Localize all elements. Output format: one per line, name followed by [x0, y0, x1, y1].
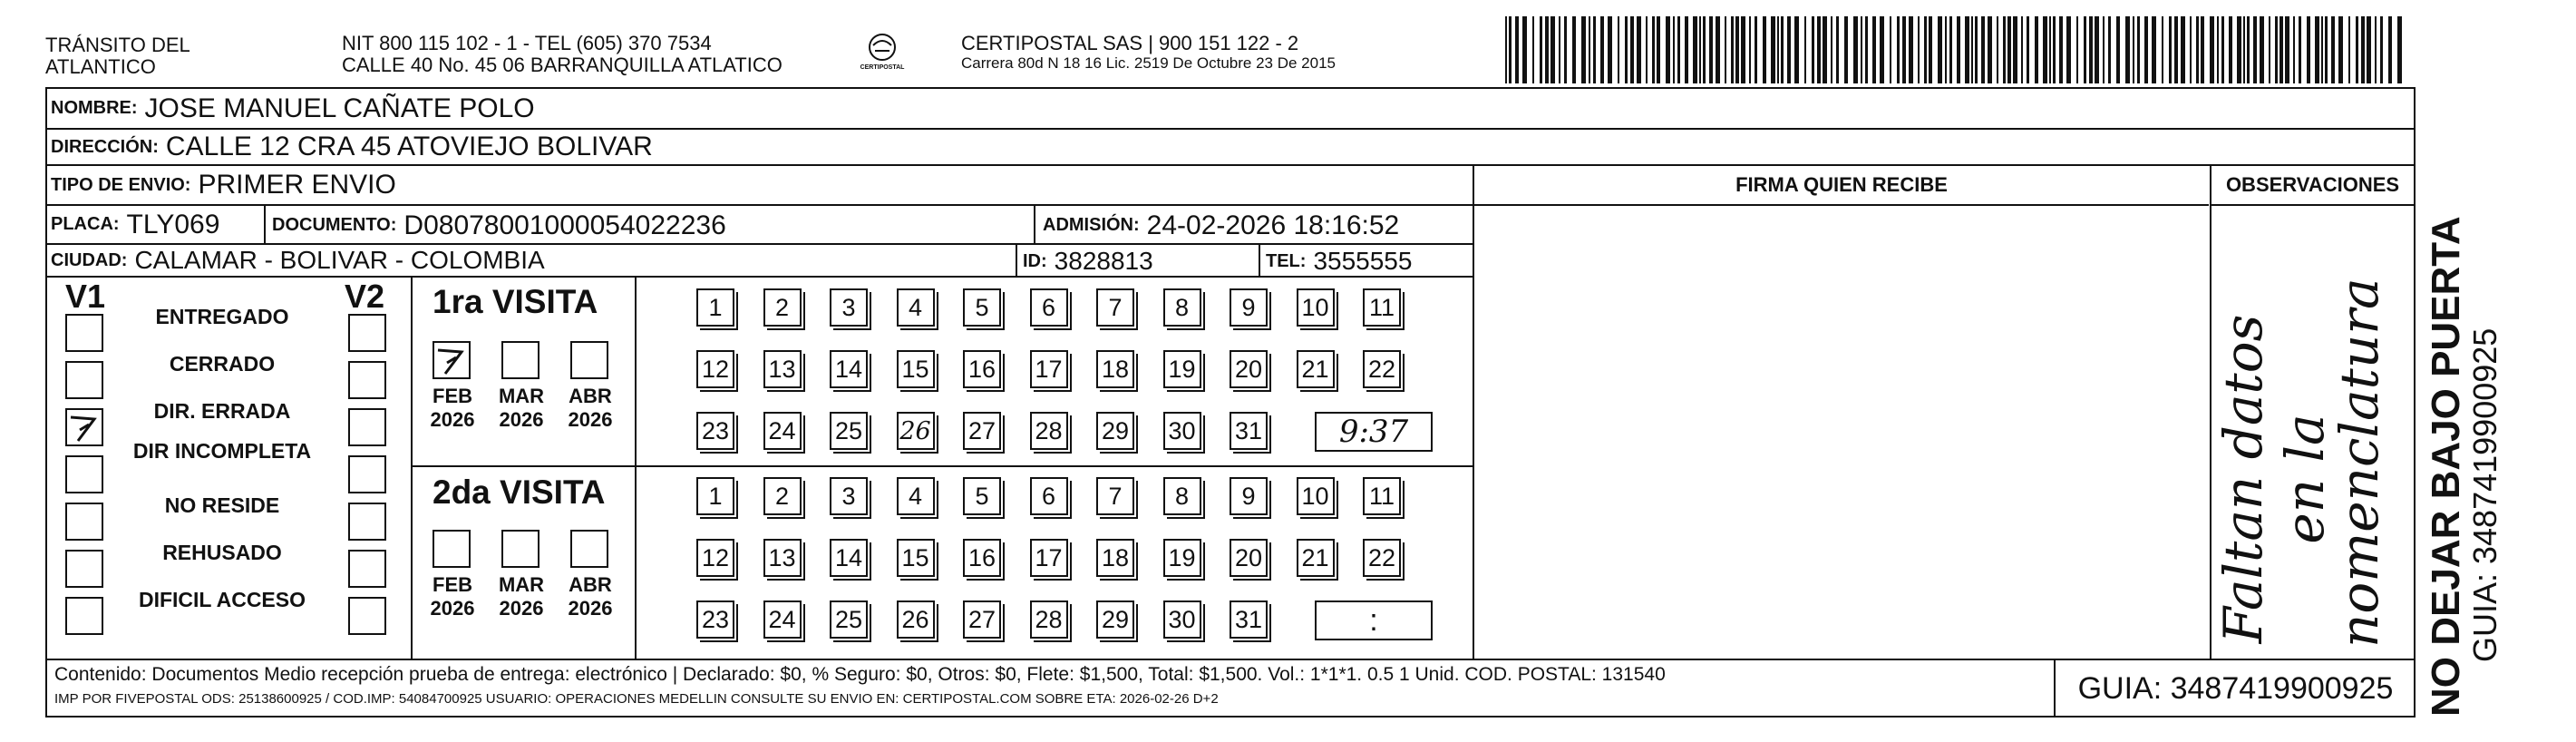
nombre-value: JOSE MANUEL CAÑATE POLO: [144, 93, 535, 123]
obs-divider: [2210, 166, 2211, 659]
month-label: [425, 573, 480, 620]
day-cell[interactable]: 10: [1297, 288, 1335, 327]
visit-divider: [411, 278, 413, 659]
day-cell[interactable]: 24: [763, 600, 802, 639]
v2-label: V2: [345, 278, 385, 315]
v2-checkbox[interactable]: [348, 361, 386, 399]
day-cell[interactable]: 17: [1030, 350, 1068, 388]
tipo-value: PRIMER ENVIO: [198, 170, 396, 200]
day-cell[interactable]: 19: [1163, 350, 1201, 388]
v1-checkbox[interactable]: [65, 503, 103, 541]
observaciones-header: OBSERVACIONES: [2211, 166, 2414, 206]
day-cell[interactable]: 1: [696, 288, 734, 327]
day-cell[interactable]: 26: [897, 600, 935, 639]
direccion-value: CALLE 12 CRA 45 ATOVIEJO BOLIVAR: [165, 132, 653, 161]
month-name: FEB: [433, 385, 472, 407]
imp-text: IMP POR FIVEPOSTAL ODS: 25138600925 / COD.IMP: 54084700925 USUARIO: OPERACIONES MEDELLIN CONSULTE SU ENVIO EN: CERTIPOSTAL.COM SOBRE ETA: 2026-02-26 D+2: [54, 691, 1219, 707]
admision-cell: [1043, 206, 1399, 245]
day-cell[interactable]: 27: [963, 600, 1001, 639]
nombre-row: [47, 89, 2414, 130]
day-cell[interactable]: 14: [830, 539, 868, 577]
courier-logo: [843, 33, 921, 71]
day-cell[interactable]: 8: [1163, 288, 1201, 327]
day-cell[interactable]: 15: [897, 350, 935, 388]
status-label: DIR INCOMPLETA: [132, 439, 312, 463]
day-cell[interactable]: 22: [1363, 539, 1401, 577]
month-checkbox[interactable]: [570, 530, 608, 568]
visit2-title: 2da VISITA: [433, 474, 606, 511]
time-box[interactable]: :: [1315, 600, 1433, 640]
day-cell[interactable]: 7: [1096, 477, 1134, 515]
v2-checkbox[interactable]: [348, 503, 386, 541]
day-cell[interactable]: 12: [696, 350, 734, 388]
side-guia: GUIA: 3487419900925: [2466, 327, 2503, 662]
day-cell[interactable]: 2: [763, 477, 802, 515]
tel-cell: [1266, 245, 1412, 278]
month-name: MAR: [498, 573, 545, 596]
visit-divider: [635, 278, 637, 659]
day-cell[interactable]: 31: [1230, 412, 1268, 450]
org-contact: [342, 33, 783, 76]
status-label: REHUSADO: [162, 541, 282, 564]
courier-name: CERTIPOSTAL SAS | 900 151 122 - 2: [961, 32, 1299, 54]
v1-checkbox[interactable]: [65, 314, 103, 352]
status-label: CERRADO: [169, 352, 276, 376]
status-label: ENTREGADO: [155, 305, 289, 328]
v1-checkbox[interactable]: [65, 597, 103, 635]
month-label: [425, 385, 480, 432]
day-cell[interactable]: 12: [696, 539, 734, 577]
tipo-label: TIPO DE ENVIO:: [51, 174, 191, 195]
day-cell[interactable]: 21: [1297, 539, 1335, 577]
day-cell[interactable]: 6: [1030, 477, 1068, 515]
month-year: 2026: [499, 597, 544, 620]
month-name: ABR: [569, 573, 612, 596]
day-cell[interactable]: 17: [1030, 539, 1068, 577]
month-label: [494, 573, 549, 620]
org-name: [45, 34, 190, 78]
direccion-label: DIRECCIÓN:: [51, 136, 159, 157]
status-label: DIR. ERRADA: [153, 399, 291, 423]
day-cell[interactable]: 5: [963, 477, 1001, 515]
v2-checkbox[interactable]: [348, 550, 386, 588]
divider: [1016, 245, 1017, 278]
day-cell[interactable]: 20: [1230, 539, 1268, 577]
tipo-row: [47, 166, 1473, 206]
visit1-title: 1ra VISITA: [433, 283, 598, 320]
nit-text: NIT 800 115 102 - 1 - TEL (605) 370 7534: [342, 32, 712, 54]
day-cell[interactable]: 31: [1230, 600, 1268, 639]
contenido-text: Contenido: Documentos Medio recepción prueba de entrega: electrónico | Declarado: $0, % Seguro: $0, Otros: $0, Flete: $1,500, Total: $1,500. Vol.: 1*1*1. 0.5 1 Unid. COD. POSTAL: 131540: [54, 664, 1666, 685]
side-text: [2425, 216, 2503, 717]
address-text: CALLE 40 No. 45 06 BARRANQUILLA ATLATICO: [342, 54, 783, 76]
month-label: [494, 385, 549, 432]
id-cell: [1023, 245, 1153, 278]
footer-guia: GUIA: 3487419900925: [2077, 670, 2394, 706]
v2-checkbox[interactable]: [348, 455, 386, 493]
day-cell[interactable]: 14: [830, 350, 868, 388]
v1-checkbox[interactable]: [65, 408, 103, 446]
firma-divider: [1473, 166, 1474, 659]
day-cell[interactable]: 13: [763, 350, 802, 388]
day-cell[interactable]: 4: [897, 477, 935, 515]
ciudad-label: CIUDAD:: [51, 249, 128, 270]
day-cell[interactable]: 7: [1096, 288, 1134, 327]
day-cell[interactable]: 18: [1096, 539, 1134, 577]
documento-cell: [272, 206, 726, 245]
month-label: [563, 385, 617, 432]
courier-info: [961, 33, 1336, 73]
day-cell[interactable]: 8: [1163, 477, 1201, 515]
admision-label: ADMISIÓN:: [1043, 215, 1140, 235]
courier-logo-text: CERTIPOSTAL: [860, 64, 905, 71]
month-checkbox[interactable]: [501, 341, 540, 379]
month-year: 2026: [568, 408, 613, 431]
month-year: 2026: [499, 408, 544, 431]
month-checkbox[interactable]: [501, 530, 540, 568]
day-cell[interactable]: 11: [1363, 477, 1401, 515]
day-cell[interactable]: 21: [1297, 350, 1335, 388]
divider: [1034, 206, 1035, 245]
day-cell[interactable]: 19: [1163, 539, 1201, 577]
org-line1: TRÁNSITO DEL: [45, 34, 190, 56]
courier-address: Carrera 80d N 18 16 Lic. 2519 De Octubre 23 De 2015: [961, 54, 1336, 72]
day-cell[interactable]: 1: [696, 477, 734, 515]
placa-value: TLY069: [126, 209, 220, 239]
observaciones-handwriting-2: nomenclatura: [2328, 278, 2390, 648]
v1-label: V1: [65, 278, 106, 315]
day-cell[interactable]: 29: [1096, 600, 1134, 639]
visit-separator: [411, 465, 1473, 467]
firma-header: FIRMA QUIEN RECIBE: [1474, 166, 2209, 206]
org-line2: ATLANTICO: [45, 55, 156, 78]
day-cell[interactable]: 28: [1030, 412, 1068, 450]
day-cell[interactable]: 2: [763, 288, 802, 327]
v1-checkbox[interactable]: [65, 550, 103, 588]
day-cell[interactable]: 22: [1363, 350, 1401, 388]
day-cell[interactable]: 4: [897, 288, 935, 327]
divider: [1259, 245, 1260, 278]
guia-divider: [2054, 659, 2056, 717]
day-cell[interactable]: 9: [1230, 288, 1268, 327]
day-cell[interactable]: 16: [963, 350, 1001, 388]
placa-label: PLACA:: [51, 214, 120, 234]
v1-checkbox[interactable]: [65, 361, 103, 399]
day-cell[interactable]: 6: [1030, 288, 1068, 327]
day-cell[interactable]: 11: [1363, 288, 1401, 327]
day-cell[interactable]: 10: [1297, 477, 1335, 515]
month-name: MAR: [498, 385, 545, 407]
nombre-label: NOMBRE:: [51, 98, 138, 118]
month-checkbox[interactable]: [433, 530, 471, 568]
day-cell[interactable]: 30: [1163, 412, 1201, 450]
day-cell[interactable]: 13: [763, 539, 802, 577]
day-cell[interactable]: 9: [1230, 477, 1268, 515]
day-cell[interactable]: 23: [696, 412, 734, 450]
month-year: 2026: [568, 597, 613, 620]
day-cell[interactable]: 16: [963, 539, 1001, 577]
day-cell[interactable]: 20: [1230, 350, 1268, 388]
v2-checkbox[interactable]: [348, 314, 386, 352]
barcode: [1505, 16, 2412, 83]
day-cell[interactable]: 5: [963, 288, 1001, 327]
day-cell[interactable]: 27: [963, 412, 1001, 450]
side-warning: NO DEJAR BAJO PUERTA: [2424, 216, 2468, 717]
month-checkbox[interactable]: [433, 341, 471, 379]
v2-checkbox[interactable]: [348, 408, 386, 446]
v1-checkbox[interactable]: [65, 455, 103, 493]
status-label: DIFICIL ACCESO: [138, 588, 306, 611]
documento-value: D08078001000054022236: [403, 210, 726, 240]
footer-separator: [47, 659, 2414, 660]
direccion-row: [47, 130, 2414, 166]
status-label: NO RESIDE: [164, 493, 280, 517]
month-name: ABR: [569, 385, 612, 407]
day-cell[interactable]: 18: [1096, 350, 1134, 388]
day-cell[interactable]: 25: [830, 600, 868, 639]
day-cell[interactable]: 30: [1163, 600, 1201, 639]
month-name: FEB: [433, 573, 472, 596]
id-value: 3828813: [1054, 247, 1153, 275]
day-cell[interactable]: 29: [1096, 412, 1134, 450]
day-cell[interactable]: 3: [830, 288, 868, 327]
admision-value: 24-02-2026 18:16:52: [1146, 210, 1400, 240]
day-cell[interactable]: 3: [830, 477, 868, 515]
documento-label: DOCUMENTO:: [272, 215, 397, 235]
observaciones-handwriting-1: Faltan datos en la: [2212, 314, 2336, 644]
day-cell[interactable]: 15: [897, 539, 935, 577]
day-cell[interactable]: 24: [763, 412, 802, 450]
divider: [264, 206, 266, 245]
month-label: [563, 573, 617, 620]
time-box[interactable]: 9:37: [1315, 412, 1433, 452]
tel-value: 3555555: [1313, 247, 1413, 275]
v2-checkbox[interactable]: [348, 597, 386, 635]
month-checkbox[interactable]: [570, 341, 608, 379]
month-year: 2026: [430, 408, 475, 431]
tel-label: TEL:: [1266, 250, 1307, 271]
day-cell[interactable]: 28: [1030, 600, 1068, 639]
courier-logo-icon: [864, 33, 900, 63]
month-year: 2026: [430, 597, 475, 620]
day-cell[interactable]: 23: [696, 600, 734, 639]
ciudad-value: CALAMAR - BOLIVAR - COLOMBIA: [134, 246, 545, 274]
id-label: ID:: [1023, 250, 1047, 271]
day-cell[interactable]: 25: [830, 412, 868, 450]
day-cell[interactable]: 26: [897, 412, 935, 450]
